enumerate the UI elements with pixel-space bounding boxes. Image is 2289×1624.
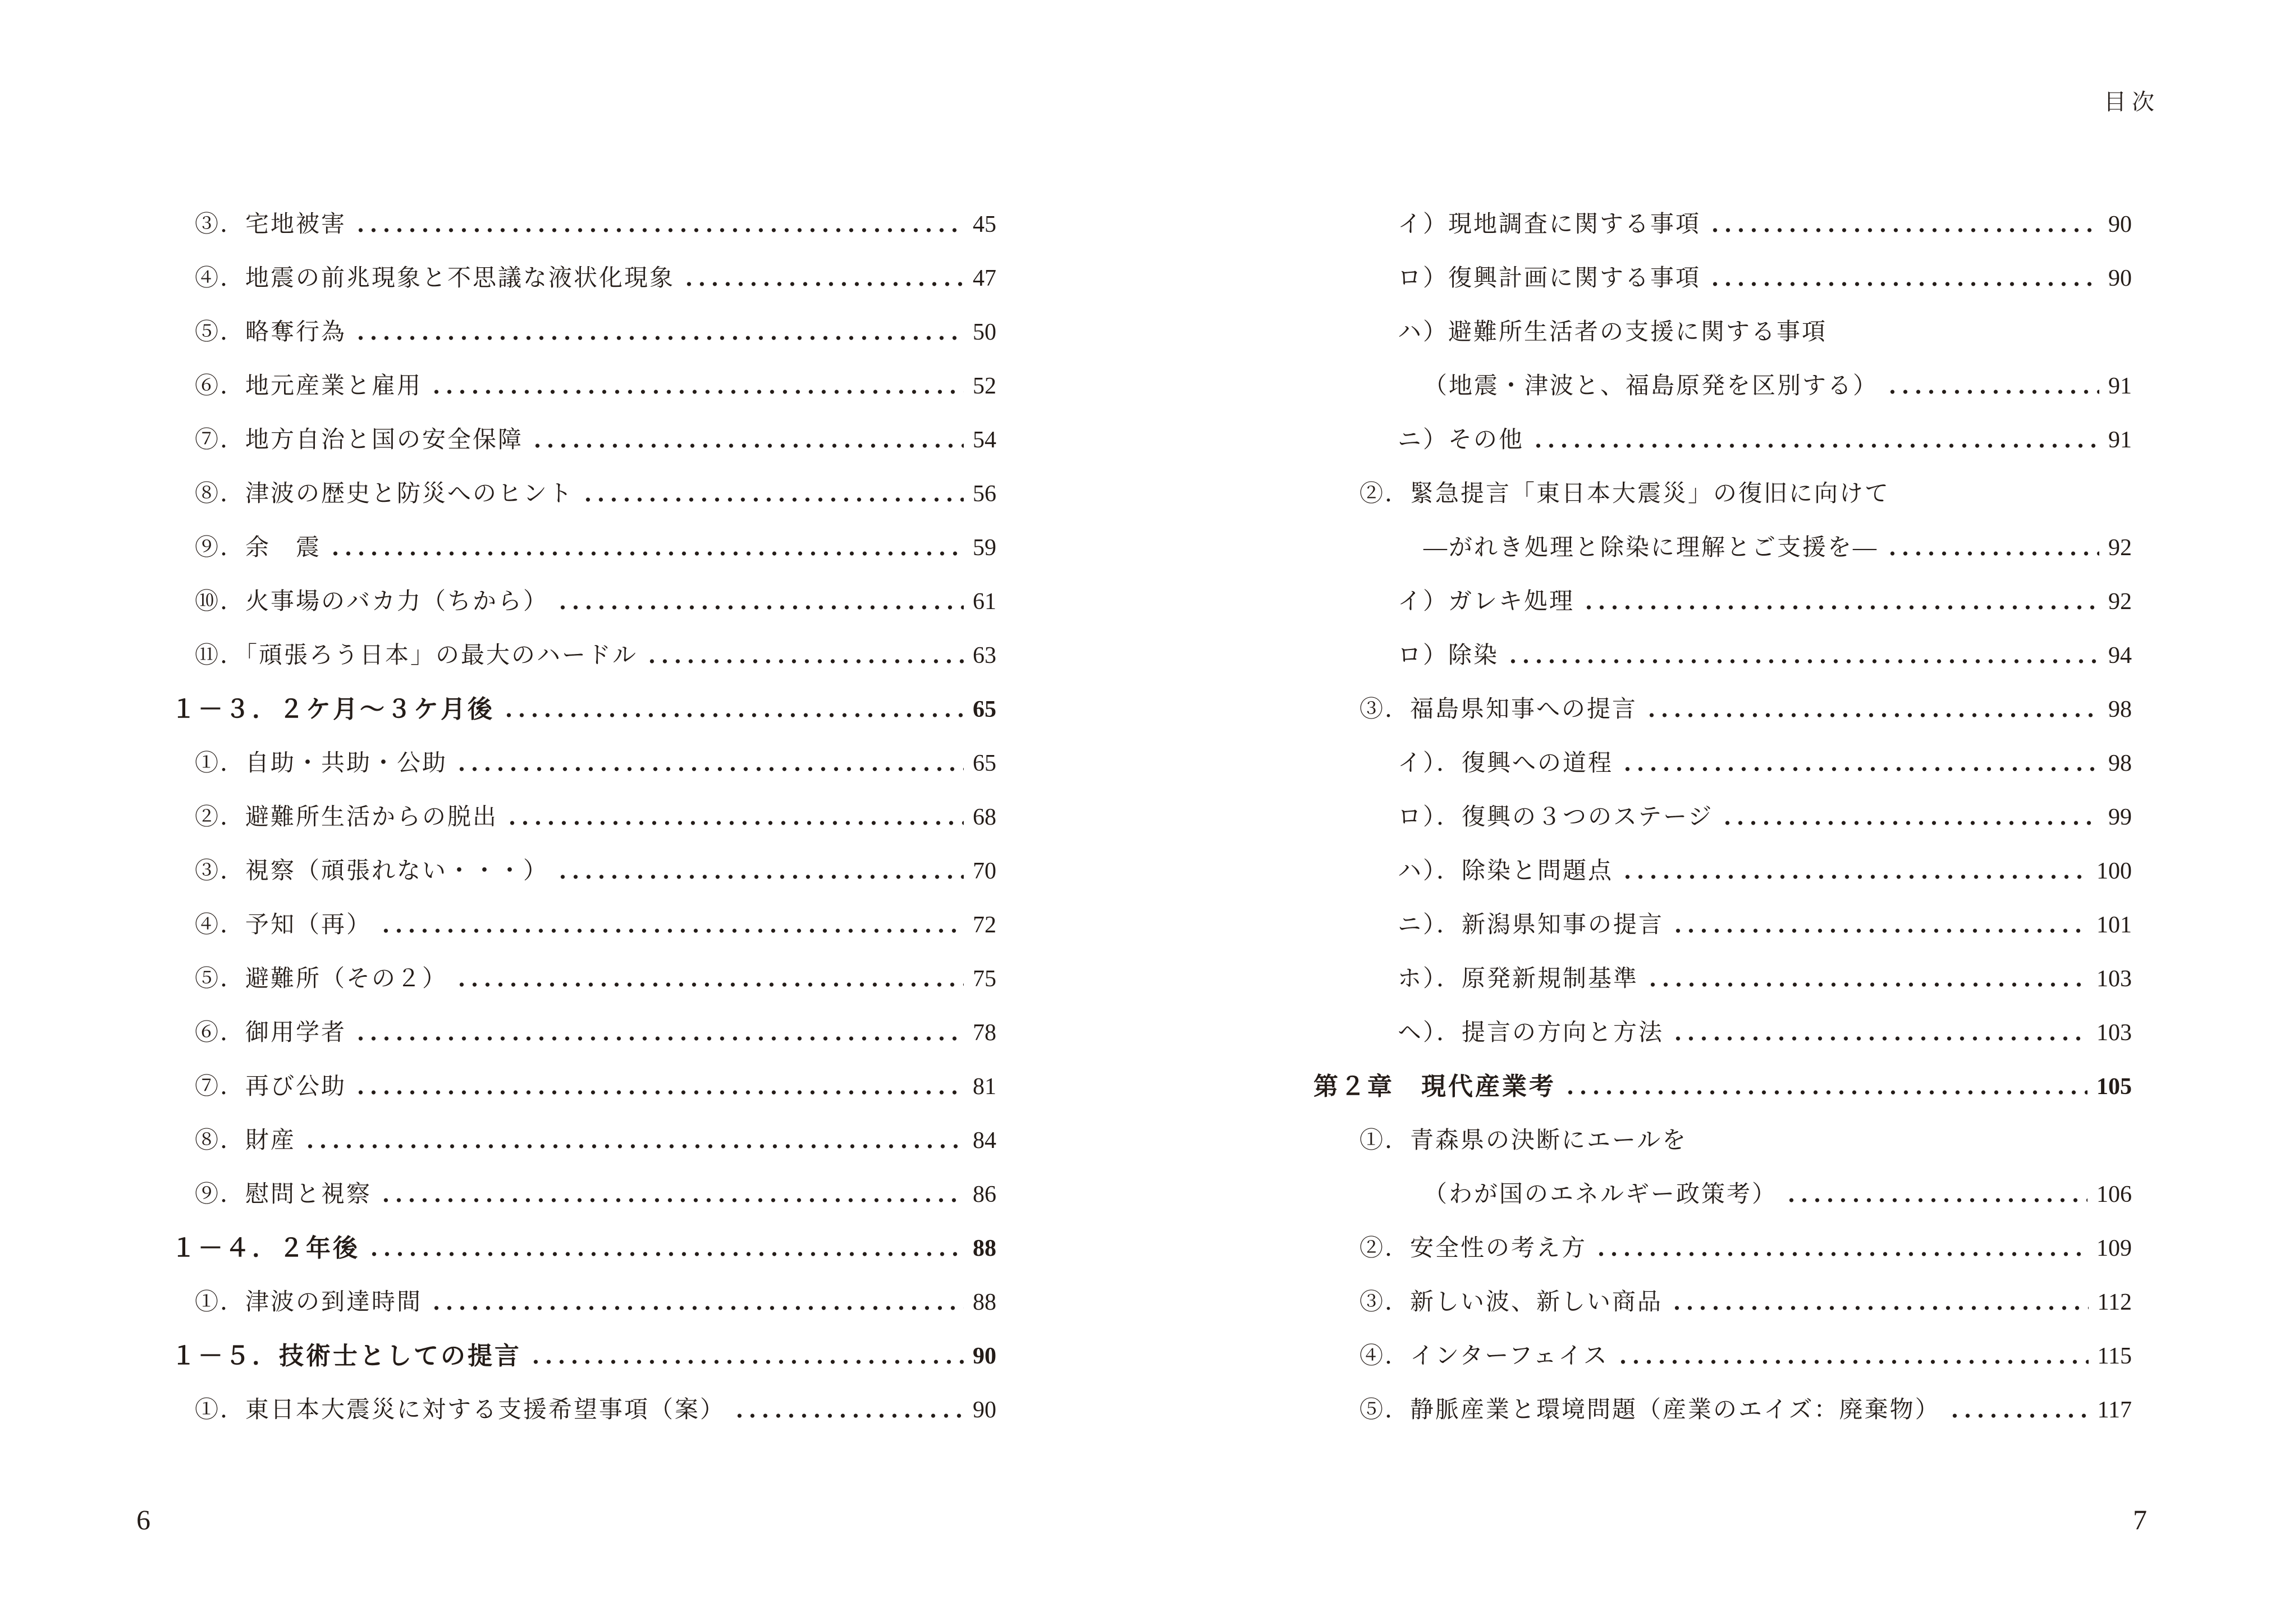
dot-leader bbox=[1613, 736, 2108, 790]
toc-entry bbox=[1313, 251, 2132, 305]
toc-entry-page-number: 90 bbox=[2108, 212, 2132, 237]
toc-entry-label: ヘ）．提言の方向と方法 bbox=[1398, 1020, 1664, 1046]
toc-entry-label: ⑨．余 震 bbox=[195, 535, 322, 561]
toc-entry-label: ロ）除染 bbox=[1398, 643, 1499, 669]
dot-leader bbox=[1878, 521, 2108, 575]
toc-entry bbox=[171, 413, 996, 467]
toc-entry-label: （地震・津波と、福島原発を区別する） bbox=[1423, 373, 1879, 399]
toc-entry-page-number: 63 bbox=[973, 643, 996, 669]
toc-entry-label: ロ）．復興の３つのステージ bbox=[1398, 804, 1714, 830]
toc-entry-label: ―がれき処理と除染に理解とご支援を― bbox=[1423, 535, 1879, 561]
toc-entry-page-number: 106 bbox=[2096, 1182, 2132, 1207]
dot-leader bbox=[1587, 1222, 2096, 1275]
dot-leader bbox=[346, 1060, 973, 1114]
toc-entry bbox=[1313, 467, 2132, 521]
toc-entry-page-number: 100 bbox=[2096, 858, 2132, 884]
dot-leader bbox=[1713, 790, 2108, 844]
toc-entry-page-number: 103 bbox=[2096, 966, 2132, 992]
toc-entry-label: ニ）．新潟県知事の提言 bbox=[1398, 912, 1664, 938]
toc-entry-label: ③．視察（頑張れない・・・） bbox=[195, 858, 549, 884]
dot-leader bbox=[1663, 1275, 2098, 1329]
toc-entry-label: ⑦．地方自治と国の安全保障 bbox=[195, 427, 524, 453]
toc-entry-page-number: 92 bbox=[2108, 589, 2132, 615]
toc-entry-label: ⑦．再び公助 bbox=[195, 1074, 347, 1100]
toc-entry-label: ③．新しい波、新しい商品 bbox=[1359, 1289, 1663, 1315]
toc-entry-label: ①．自助・共助・公助 bbox=[195, 751, 448, 776]
toc-entry-page-number: 109 bbox=[2096, 1236, 2132, 1261]
toc-entry-page-number: 78 bbox=[973, 1020, 996, 1046]
toc-entry-label: ⑧．津波の歴史と防災へのヒント bbox=[195, 481, 574, 507]
toc-entry-page-number: 112 bbox=[2097, 1289, 2132, 1315]
toc-entry-label: ③．宅地被害 bbox=[195, 212, 347, 237]
toc-entry-page-number: 84 bbox=[973, 1128, 996, 1154]
toc-entry bbox=[1313, 844, 2132, 898]
dot-leader bbox=[372, 898, 973, 952]
dot-leader bbox=[548, 844, 973, 898]
toc-entry bbox=[171, 736, 996, 790]
toc-entry-page-number: 47 bbox=[973, 266, 996, 291]
toc-entry-page-number: 86 bbox=[973, 1182, 996, 1207]
toc-entry bbox=[1313, 521, 2132, 575]
toc-entry-label: ニ）その他 bbox=[1398, 427, 1525, 453]
toc-entry-page-number: 117 bbox=[2097, 1397, 2132, 1423]
dot-leader bbox=[1940, 1383, 2098, 1437]
dot-leader bbox=[346, 198, 973, 251]
toc-entry bbox=[1313, 736, 2132, 790]
dot-leader bbox=[447, 736, 973, 790]
toc-entry-label: １－４．２年後 bbox=[171, 1234, 360, 1262]
toc-entry-page-number: 115 bbox=[2097, 1343, 2132, 1369]
toc-entry bbox=[171, 1006, 996, 1060]
dot-leader bbox=[675, 251, 973, 305]
toc-entry-page-number: 50 bbox=[973, 319, 996, 345]
toc-entry-page-number: 99 bbox=[2108, 804, 2132, 830]
dot-leader bbox=[447, 952, 973, 1006]
toc-entry-page-number: 56 bbox=[973, 481, 996, 507]
toc-entry-label: １－３．２ケ月～３ケ月後 bbox=[171, 696, 495, 723]
toc-entry-label: ①．東日本大震災に対する支援希望事項（案） bbox=[195, 1397, 726, 1423]
toc-entry-page-number: 81 bbox=[973, 1074, 996, 1100]
toc-entry bbox=[171, 359, 996, 413]
toc-entry bbox=[1313, 629, 2132, 683]
dot-leader bbox=[495, 683, 973, 736]
toc-entry-page-number: 91 bbox=[2108, 373, 2132, 399]
toc-entry-label: １－５．技術士としての提言 bbox=[171, 1342, 521, 1370]
dot-leader bbox=[372, 1168, 973, 1222]
toc-entry bbox=[1313, 1006, 2132, 1060]
toc-entry bbox=[171, 198, 996, 251]
toc-entry bbox=[171, 1329, 996, 1383]
toc-entry-label: イ）．復興への道程 bbox=[1398, 751, 1614, 776]
toc-entry-label: ⑧．財産 bbox=[195, 1128, 296, 1154]
toc-entry bbox=[1313, 1168, 2132, 1222]
toc-entry bbox=[171, 251, 996, 305]
page-number-left: 6 bbox=[136, 1504, 150, 1535]
dot-leader bbox=[346, 1006, 973, 1060]
toc-entry-label: ⑥．地元産業と雇用 bbox=[195, 373, 423, 399]
toc-entry-label: ⑨．慰問と視察 bbox=[195, 1182, 372, 1207]
toc-entry-page-number: 94 bbox=[2108, 643, 2132, 669]
toc-entry bbox=[1313, 683, 2132, 736]
toc-entry-label: ④．予知（再） bbox=[195, 912, 372, 938]
toc-entry bbox=[1313, 1383, 2132, 1437]
toc-entry-page-number: 98 bbox=[2108, 751, 2132, 776]
dot-leader bbox=[574, 467, 973, 521]
toc-entry-label: ハ）避難所生活者の支援に関する事項 bbox=[1398, 319, 1828, 345]
dot-leader bbox=[422, 1275, 973, 1329]
toc-entry-page-number: 72 bbox=[973, 912, 996, 938]
toc-entry bbox=[1313, 1329, 2132, 1383]
toc-entry-page-number: 61 bbox=[973, 589, 996, 615]
toc-entry-page-number: 68 bbox=[973, 804, 996, 830]
toc-entry-label: ⑥．御用学者 bbox=[195, 1020, 347, 1046]
toc-entry-label: ⑤．静脈産業と環境問題（産業のエイズ：廃棄物） bbox=[1359, 1397, 1940, 1423]
running-header-title: 目次 bbox=[2104, 89, 2160, 115]
dot-leader bbox=[1499, 629, 2108, 683]
toc-entry-page-number: 90 bbox=[973, 1343, 996, 1369]
toc-entry-page-number: 65 bbox=[973, 697, 996, 722]
toc-entry bbox=[1313, 198, 2132, 251]
dot-leader bbox=[1777, 1168, 2096, 1222]
toc-entry bbox=[1313, 1275, 2132, 1329]
dot-leader bbox=[422, 359, 973, 413]
toc-entry bbox=[171, 1168, 996, 1222]
toc-entry-page-number: 59 bbox=[973, 535, 996, 561]
toc-entry bbox=[171, 467, 996, 521]
dot-leader bbox=[725, 1383, 973, 1437]
toc-entry-label: ①．津波の到達時間 bbox=[195, 1289, 423, 1315]
toc-entry-page-number: 103 bbox=[2096, 1020, 2132, 1046]
toc-entry-label: ④．地震の前兆現象と不思議な液状化現象 bbox=[195, 266, 675, 291]
toc-entry bbox=[1313, 413, 2132, 467]
toc-entry bbox=[1313, 1060, 2132, 1114]
toc-entry-label: ⑤．避難所（その２） bbox=[195, 966, 448, 992]
toc-entry-label: ①．青森県の決断にエールを bbox=[1359, 1128, 1688, 1154]
toc-entry bbox=[171, 898, 996, 952]
dot-leader bbox=[321, 521, 973, 575]
dot-leader bbox=[1637, 683, 2108, 736]
toc-entry-label: イ）ガレキ処理 bbox=[1398, 589, 1575, 615]
toc-entry-page-number: 90 bbox=[2108, 266, 2132, 291]
toc-entry-label: ⑩．火事場のバカ力（ちから） bbox=[195, 589, 549, 615]
left-page-toc bbox=[171, 198, 996, 1437]
toc-entry bbox=[171, 1275, 996, 1329]
toc-entry bbox=[171, 844, 996, 898]
dot-leader bbox=[1609, 1329, 2098, 1383]
dot-leader bbox=[346, 305, 973, 359]
toc-entry bbox=[1313, 1114, 2132, 1168]
dot-leader bbox=[1701, 198, 2108, 251]
dot-leader bbox=[548, 575, 973, 629]
toc-entry bbox=[1313, 1222, 2132, 1275]
page-number-right: 7 bbox=[2133, 1504, 2147, 1535]
toc-entry bbox=[171, 1060, 996, 1114]
dot-leader bbox=[521, 1329, 973, 1383]
toc-entry bbox=[1313, 952, 2132, 1006]
toc-entry bbox=[171, 629, 996, 683]
dot-leader bbox=[1664, 1006, 2096, 1060]
dot-leader bbox=[1613, 844, 2096, 898]
toc-entry-label: 第２章 現代産業考 bbox=[1313, 1073, 1556, 1100]
toc-entry-page-number: 54 bbox=[973, 427, 996, 453]
toc-entry bbox=[171, 1383, 996, 1437]
toc-entry-label: イ）現地調査に関する事項 bbox=[1398, 212, 1701, 237]
toc-entry bbox=[1313, 305, 2132, 359]
toc-entry-page-number: 101 bbox=[2096, 912, 2132, 938]
dot-leader bbox=[1574, 575, 2108, 629]
toc-entry bbox=[171, 575, 996, 629]
toc-entry-page-number: 52 bbox=[973, 373, 996, 399]
toc-entry bbox=[1313, 359, 2132, 413]
dot-leader bbox=[1638, 952, 2096, 1006]
right-page-toc bbox=[1313, 198, 2132, 1437]
toc-entry bbox=[1313, 575, 2132, 629]
toc-entry-label: ロ）復興計画に関する事項 bbox=[1398, 266, 1701, 291]
toc-entry-page-number: 45 bbox=[973, 212, 996, 237]
toc-entry-label: ③．福島県知事への提言 bbox=[1359, 697, 1638, 722]
dot-leader bbox=[296, 1114, 973, 1168]
toc-entry bbox=[171, 1114, 996, 1168]
toc-entry-label: ホ）．原発新規制基準 bbox=[1398, 966, 1639, 992]
toc-entry-label: ②．緊急提言「東日本大震災」の復旧に向けて bbox=[1359, 481, 1890, 507]
toc-entry bbox=[1313, 898, 2132, 952]
dot-leader bbox=[1664, 898, 2096, 952]
toc-entry bbox=[171, 790, 996, 844]
dot-leader bbox=[498, 790, 973, 844]
toc-entry-label: （わが国のエネルギー政策考） bbox=[1423, 1182, 1778, 1207]
dot-leader bbox=[1701, 251, 2108, 305]
toc-entry-page-number: 88 bbox=[973, 1236, 996, 1261]
dot-leader bbox=[1878, 359, 2108, 413]
toc-entry-label: ⑤．略奪行為 bbox=[195, 319, 347, 345]
dot-leader bbox=[1556, 1060, 2096, 1114]
dot-leader bbox=[1524, 413, 2108, 467]
toc-entry bbox=[171, 1222, 996, 1275]
dot-leader bbox=[638, 629, 973, 683]
toc-entry-page-number: 91 bbox=[2108, 427, 2132, 453]
toc-entry-page-number: 92 bbox=[2108, 535, 2132, 561]
toc-entry-label: ②．安全性の考え方 bbox=[1359, 1236, 1587, 1261]
toc-entry bbox=[171, 305, 996, 359]
toc-entry-label: ②．避難所生活からの脱出 bbox=[195, 804, 498, 830]
toc-entry-page-number: 105 bbox=[2096, 1074, 2132, 1100]
toc-entry-page-number: 90 bbox=[973, 1397, 996, 1423]
toc-entry bbox=[1313, 790, 2132, 844]
toc-entry-page-number: 98 bbox=[2108, 697, 2132, 722]
toc-entry-page-number: 88 bbox=[973, 1289, 996, 1315]
toc-entry-page-number: 75 bbox=[973, 966, 996, 992]
toc-entry bbox=[171, 952, 996, 1006]
toc-entry bbox=[171, 683, 996, 736]
toc-entry-label: ハ）．除染と問題点 bbox=[1398, 858, 1614, 884]
toc-entry-label: ⑪．「頑張ろう日本」の最大のハードル bbox=[195, 643, 638, 669]
toc-entry bbox=[171, 521, 996, 575]
toc-entry-page-number: 70 bbox=[973, 858, 996, 884]
toc-entry-page-number: 65 bbox=[973, 751, 996, 776]
toc-entry-label: ④．インターフェイス bbox=[1359, 1343, 1609, 1369]
dot-leader bbox=[523, 413, 973, 467]
dot-leader bbox=[360, 1222, 973, 1275]
